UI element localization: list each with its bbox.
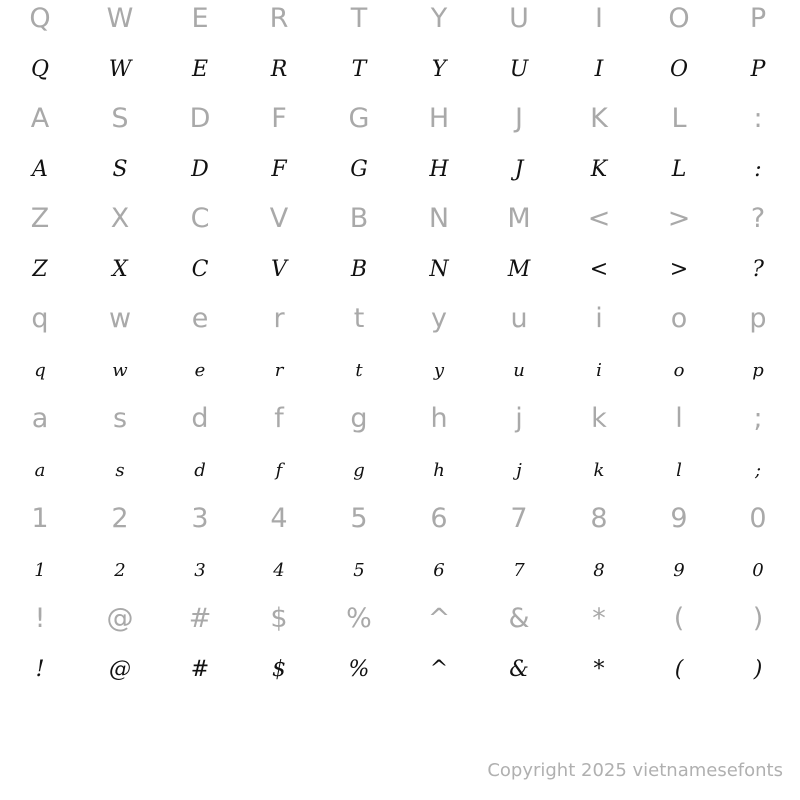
sample-glyph-row [0,650,800,700]
copyright-footer: Copyright 2025 vietnamesefonts [487,760,783,781]
reference-glyph: k [591,403,607,434]
sample-glyph: a [34,460,46,481]
sample-glyph: ) [753,657,763,682]
reference-glyph: S [111,103,129,134]
reference-glyph: < [587,203,611,234]
reference-glyph: # [188,603,212,634]
sample-glyph: < [589,257,609,282]
reference-glyph: d [191,403,209,434]
reference-glyph: 4 [270,503,288,534]
reference-glyph: 0 [749,503,767,534]
reference-glyph: u [510,303,528,334]
sample-glyph: ? [752,257,764,282]
reference-glyph: M [507,203,531,234]
sample-glyph: Y [431,57,447,82]
reference-glyph: ^ [427,603,451,634]
sample-glyph: j [516,460,522,481]
sample-glyph-row [0,350,800,400]
reference-glyph-row [0,200,800,250]
sample-glyph: y [433,360,445,381]
sample-glyph: V [271,257,287,282]
reference-glyph: l [675,403,683,434]
reference-glyph: 1 [31,503,49,534]
sample-glyph: u [513,360,525,381]
glyph-row-pair [0,600,800,700]
reference-glyph: B [349,203,369,234]
reference-glyph: I [595,3,603,34]
reference-glyph: X [110,203,130,234]
sample-glyph: e [194,360,206,381]
sample-glyph-row [0,550,800,600]
sample-glyph: Z [32,257,48,282]
sample-glyph: : [754,157,762,182]
reference-glyph: E [191,3,209,34]
reference-glyph: 9 [670,503,688,534]
sample-glyph: % [348,657,370,682]
reference-glyph: p [749,303,767,334]
reference-glyph: T [350,3,368,34]
reference-glyph: ( [673,603,685,634]
reference-glyph: ? [750,203,766,234]
reference-glyph: V [269,203,289,234]
reference-glyph: 2 [111,503,129,534]
sample-glyph: J [514,157,524,182]
sample-glyph: F [271,157,287,182]
reference-glyph: q [31,303,49,334]
sample-glyph: f [275,460,283,481]
sample-glyph: d [194,460,206,481]
sample-glyph: 0 [752,560,764,581]
sample-glyph: K [590,157,608,182]
sample-glyph: @ [109,657,131,682]
glyph-row-pair [0,400,800,500]
reference-glyph: a [31,403,49,434]
sample-glyph: I [594,57,604,82]
reference-glyph: g [350,403,368,434]
reference-glyph: ! [34,603,46,634]
sample-glyph: ^ [429,657,449,682]
reference-glyph: L [671,103,687,134]
sample-glyph: G [350,157,368,182]
sample-glyph: q [34,360,46,381]
reference-glyph: Z [30,203,50,234]
reference-glyph: 3 [191,503,209,534]
sample-glyph: w [112,360,128,381]
reference-glyph: F [271,103,287,134]
sample-glyph: r [274,360,284,381]
reference-glyph: D [189,103,211,134]
sample-glyph: g [353,460,365,481]
reference-glyph: ; [753,403,763,434]
sample-glyph: S [112,157,128,182]
reference-glyph: h [430,403,448,434]
sample-glyph: O [669,57,689,82]
reference-glyph-row [0,500,800,550]
reference-glyph: Q [29,3,51,34]
sample-glyph-row [0,150,800,200]
reference-glyph: K [590,103,608,134]
sample-glyph: o [673,360,685,381]
reference-glyph: O [668,3,690,34]
sample-glyph: ( [674,657,684,682]
reference-glyph: P [749,3,767,34]
reference-glyph: w [108,303,132,334]
sample-glyph: 9 [673,560,685,581]
sample-glyph: M [507,257,531,282]
sample-glyph: k [593,460,605,481]
reference-glyph-row [0,0,800,50]
reference-glyph: 6 [430,503,448,534]
reference-glyph: j [515,403,523,434]
reference-glyph: e [191,303,209,334]
sample-glyph: N [429,257,449,282]
glyph-row-pair [0,200,800,300]
reference-glyph: y [431,303,447,334]
sample-glyph: 8 [593,560,605,581]
reference-glyph: 5 [350,503,368,534]
sample-glyph: & [509,657,529,682]
reference-glyph: J [515,103,523,134]
sample-glyph: W [108,57,132,82]
sample-glyph: l [676,460,682,481]
reference-glyph: i [595,303,603,334]
reference-glyph: W [106,3,134,34]
sample-glyph: C [191,257,209,282]
sample-glyph: 7 [513,560,525,581]
reference-glyph: % [346,603,372,634]
reference-glyph: G [348,103,370,134]
sample-glyph: 4 [273,560,285,581]
reference-glyph-row [0,100,800,150]
reference-glyph: ) [752,603,764,634]
sample-glyph: 5 [353,560,365,581]
sample-glyph-row [0,250,800,300]
reference-glyph-row [0,600,800,650]
reference-glyph: R [269,3,289,34]
sample-glyph: D [191,157,209,182]
reference-glyph: N [428,203,450,234]
reference-glyph: @ [106,603,134,634]
sample-glyph: E [191,57,209,82]
reference-glyph: f [274,403,284,434]
reference-glyph: r [273,303,285,334]
reference-glyph: 8 [590,503,608,534]
sample-glyph: p [752,360,764,381]
reference-glyph: 7 [510,503,528,534]
reference-glyph: * [592,603,606,634]
glyph-row-pair [0,100,800,200]
sample-glyph: L [671,157,687,182]
sample-glyph: 1 [34,560,46,581]
sample-glyph-row [0,450,800,500]
sample-glyph: ; [754,460,762,481]
sample-glyph: A [32,157,48,182]
sample-glyph: i [596,360,602,381]
sample-glyph: ! [35,657,45,682]
sample-glyph-row [0,50,800,100]
glyph-row-pair [0,300,800,400]
reference-glyph: s [112,403,128,434]
reference-glyph: > [667,203,691,234]
reference-glyph-row [0,400,800,450]
sample-glyph: 3 [194,560,206,581]
reference-glyph-row [0,300,800,350]
sample-glyph: * [593,657,605,682]
sample-glyph: R [270,57,288,82]
sample-glyph: P [750,57,766,82]
reference-glyph: C [190,203,210,234]
reference-glyph: : [753,103,763,134]
sample-glyph: U [509,57,529,82]
sample-glyph: H [429,157,449,182]
glyph-row-pair [0,0,800,100]
sample-glyph: t [355,360,363,381]
reference-glyph: & [508,603,530,634]
sample-glyph: > [669,257,689,282]
sample-glyph: # [190,657,210,682]
glyph-row-pair [0,500,800,600]
reference-glyph: o [670,303,688,334]
reference-glyph: $ [270,603,288,634]
reference-glyph: H [428,103,450,134]
sample-glyph: X [112,257,128,282]
sample-glyph: Q [30,57,50,82]
sample-glyph: 2 [114,560,126,581]
reference-glyph: A [30,103,50,134]
sample-glyph: 6 [433,560,445,581]
reference-glyph: Y [430,3,448,34]
sample-glyph: $ [272,657,286,682]
reference-glyph: t [353,303,365,334]
sample-glyph: T [351,57,367,82]
sample-glyph: B [350,257,368,282]
reference-glyph: U [509,3,529,34]
sample-glyph: h [433,460,445,481]
sample-glyph: s [115,460,125,481]
